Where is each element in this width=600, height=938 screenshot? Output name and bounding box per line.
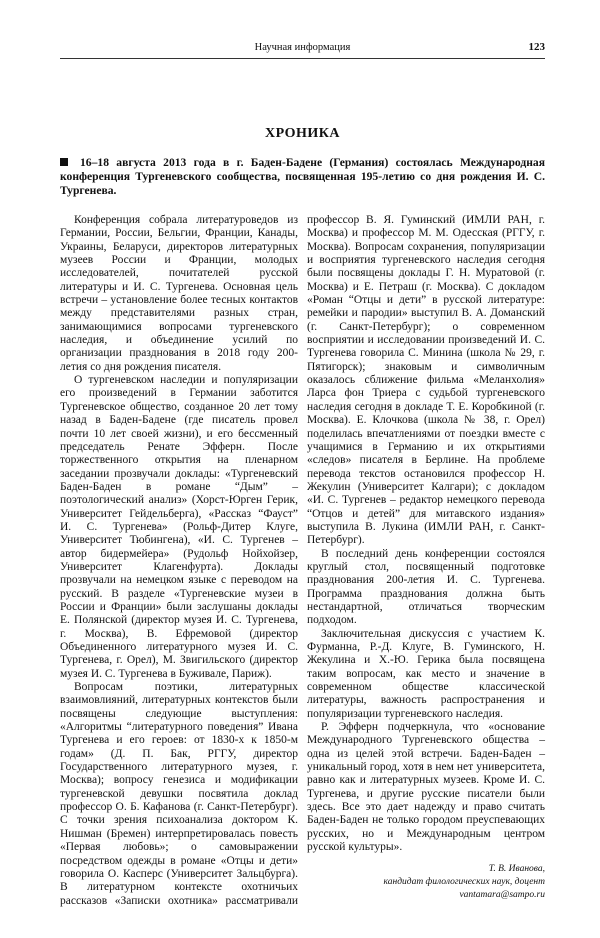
paragraph: Р. Эфферн подчеркнула, что «основание Международного Тургеневского общества – одна из целей этой встречи. Баден-Баден – уникальный город, хотя в нем нет университета, равно как и литературных музеев. Кроме И. С. Тургенева, и другие русские писатели были здесь. Все это дает надежду и право считать Баден-Баден не только городом преуспевающих русских, но и Международным центром русской культуры».	[307, 721, 545, 854]
paragraph: Заключительная дискуссия с участием К. Фурманна, Р.-Д. Клуге, В. Гуминского, Н. Жекулина и Х.-Ю. Герика была посвящена таким вопросам, как место и значение в современном обществе классической литературы, важность распространения и популяризации тургеневского наследия.	[307, 627, 545, 720]
paragraph: Вопросам поэтики, литературных взаимовлияний, литературных контекстов были посвящены следующие выступления: «Алгоритмы “литературного поведения” Ивана Тургенева и его героев: от 1830-х к 1850-м годам» (Д. П. Бак, РГГУ, директор Государственного литературного музея, г. Москва); вопросу генезиса и модификации тургеневской девушки посвятила доклад профессор О. Б. Кафанова (г. Санкт-Петербург). С точки зрения психоанализа доктором К. Нишман (Бремен) интерпретировалась повесть «Первая любовь»; о самовыражении посредством одежды в романе «Отцы и дети» говорила О. Касперс (Университет Зальцбурга). В литературном контексте охотничьих рассказов «Записки охотника» рассматривали	[60, 681, 298, 907]
paragraph: О тургеневском наследии и популяризации его произведений в Германии заботится Тургеневское общество, созданное 20 лет тому назад в Баден-Бадене (где писатель провел почти 10 лет своей жизни), и его бессменный председатель Ренате Эфферн. После торжественного открытия на пленарном заседании прозвучали доклады: «Тургеневский Баден-Баден в романе “Дым” – поэтологический анализ» (Хорст-Юрген Герик, Университет Гейдельберга), «Рассказ “Фауст” И. С. Тургенева» (Рольф-Дитер Клуге, Университет Тюбингена), «И. С. Тургенев – автор бидермейера» (Рудольф Нойхойзер, Университет Клагенфурта). Доклады прозвучали на немецком языке с переводом на русский. В разделе «Тургеневские музеи в России и Франции» были заслушаны доклады Е. Полянской (директор музея И. С. Тургенева, г. Москва), В. Ефремовой (директор Объединенного литературного музея И. С. Тургенева, г. Орел), М. Звигильского (директор музея И. С. Тургенева в Буживале, Париж).	[60, 374, 298, 680]
left-column	[60, 214, 298, 908]
page-title: ХРОНИКА	[264, 126, 340, 141]
page-number: 123	[528, 41, 545, 53]
lead-paragraph	[60, 156, 545, 198]
two-column-body	[60, 214, 545, 908]
paragraph: В последний день конференции состоялся круглый стол, посвященный подготовке празднования 200-летия И. С. Тургенева. Программа празднования должна быть нестандартной, отличаться творческим подходом.	[307, 547, 545, 627]
right-column	[307, 214, 545, 902]
paragraph: Конференция собрала литературоведов из Германии, России, Бельгии, Франции, Канады, Украины, Беларуси, директоров литературных музеев России и Франции, молодых исследователей, почитателей русской литературы и И. С. Тургенева. Основная цель встречи – установление более тесных контактов между представителями разных стран, занимающимися вопросами тургеневского наследия, и объединение усилий по организации празднования в 2018 году 200-летия со дня рождения писателя.	[60, 214, 298, 373]
running-header	[60, 38, 545, 59]
lead-text: 16–18 августа 2013 года в г. Баден-Бадене (Германия) состоялась Международная конференция Тургеневского сообщества, посвященная 195-летию со дня рождения И. С. Тургенева.	[60, 156, 545, 197]
author-name: Т. В. Иванова,	[488, 863, 545, 874]
signature	[307, 863, 545, 902]
author-email[interactable]: vantamara@sampo.ru	[459, 889, 545, 900]
bullet-square-icon	[60, 158, 68, 166]
paragraph: профессор В. Я. Гуминский (ИМЛИ РАН, г. Москва) и профессор М. М. Одесская (РГГУ, г. Москва). Вопросам сохранения, популяризации и восприятия тургеневского наследия сегодня были посвящены доклады Г. Н. Муратовой (г. Москва) и Е. Петраш (г. Москва). С докладом «Роман “Отцы и дети” в русской литературе: ремейки и пародии» выступил В. А. Доманский (г. Санкт-Петербург); о современном восприятии и исследовании произведений И. С. Тургенева говорила С. Минина (школа № 29, г. Пятигорск); знаковым и символичным оказалось сближение фильма «Меланхолия» Ларса фон Триера с судьбой тургеневского наследия сегодня в докладе Т. Е. Коробкиной (г. Москва). Е. Клочкова (школа № 38, г. Орел) поделилась впечатлениями от поездки вместе с учащимися в Германию и их открытиями «следов» писателя в Берлине. На проблеме перевода текстов остановился профессор Н. Жекулин (Университет Калгари); с докладом «И. С. Тургенев – редактор немецкого перевода “Отцов и детей” для митавского издания» выступила В. Лукина (ИМЛИ РАН, г. Санкт-Петербург).	[307, 214, 545, 547]
author-degree: кандидат филологических наук, доцент	[383, 876, 545, 887]
section-title: Научная информация	[254, 42, 351, 53]
